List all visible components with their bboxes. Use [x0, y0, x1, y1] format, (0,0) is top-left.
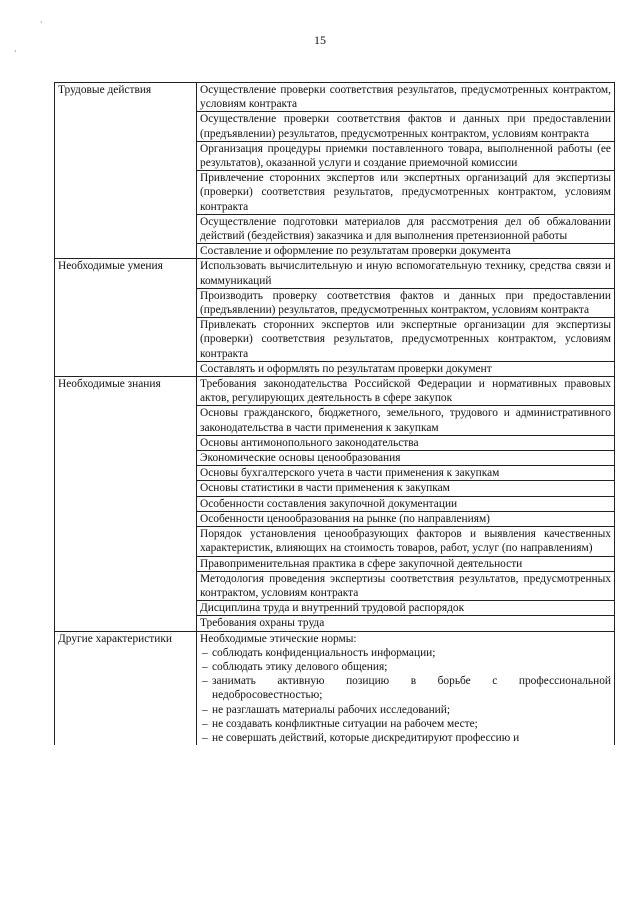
requirement-cell: Дисциплина труда и внутренний трудовой распорядок	[197, 601, 615, 616]
requirement-cell: Особенности ценообразования на рынке (по направлениям)	[197, 511, 615, 526]
requirement-cell: Методология проведения экспертизы соответствия результатов, предусмотренных контрактом, условиям контракта	[197, 571, 615, 600]
scan-speck: ·	[40, 18, 43, 27]
ethics-intro: Необходимые этические нормы:	[200, 632, 357, 645]
ethics-list-item: – не разглашать материалы рабочих исследований;	[200, 703, 611, 717]
qualification-table	[54, 82, 615, 745]
table-row	[55, 259, 615, 288]
ethics-list-item: – соблюдать конфиденциальность информации;	[200, 646, 611, 660]
table-row	[55, 377, 615, 406]
requirement-cell: Производить проверку соответствия фактов и данных при предоставлении (предъявлении) результатов, предусмотренных контрактом, условиям контракта	[197, 288, 615, 317]
requirement-cell: Осуществление проверки соответствия результатов, предусмотренных контрактом, условиям контракта	[197, 83, 615, 112]
qualification-table-body	[55, 83, 615, 746]
table-row	[55, 83, 615, 112]
requirement-cell: Привлекать сторонних экспертов или экспертные организации для экспертизы (проверки) соответствия результатов, предусмотренных контрактом, условиям контракта	[197, 318, 615, 362]
scan-speck: ·	[14, 47, 17, 56]
requirement-cell: Требования охраны труда	[197, 616, 615, 631]
section-heading: Необходимые умения	[55, 259, 197, 377]
section-heading: Другие характеристики	[55, 631, 197, 745]
ethics-list-item: – не создавать конфликтные ситуации на рабочем месте;	[200, 717, 611, 731]
section-heading: Необходимые знания	[55, 377, 197, 631]
requirement-cell: Основы статистики в части применения к закупкам	[197, 481, 615, 496]
ethics-list-item: – не совершать действий, которые дискредитируют профессию и	[200, 731, 611, 745]
ethics-cell	[197, 631, 615, 745]
ethics-list	[200, 646, 611, 745]
requirement-cell: Основы антимонопольного законодательства	[197, 435, 615, 450]
requirement-cell: Составление и оформление по результатам проверки документа	[197, 244, 615, 259]
requirement-cell: Основы бухгалтерского учета в части применения к закупкам	[197, 466, 615, 481]
section-heading: Трудовые действия	[55, 83, 197, 259]
requirement-cell: Основы гражданского, бюджетного, земельного, трудового и административного законодательства в части применения к закупкам	[197, 406, 615, 435]
requirement-cell: Требования законодательства Российской Федерации и нормативных правовых актов, регулирующих деятельность в сфере закупок	[197, 377, 615, 406]
requirement-cell: Привлечение сторонних экспертов или экспертных организаций для экспертизы (проверки) соответствия результатов, предусмотренных контрактом, условиям контракта	[197, 171, 615, 215]
requirement-cell: Порядок установления ценообразующих факторов и выявления качественных характеристик, влияющих на стоимость товаров, работ, услуг (по направлениям)	[197, 527, 615, 556]
requirement-cell: Составлять и оформлять по результатам проверки документ	[197, 361, 615, 376]
requirement-cell: Организация процедуры приемки поставленного товара, выполненной работы (ее результатов), оказанной услуги и создание приемочной комиссии	[197, 141, 615, 170]
requirement-cell: Особенности составления закупочной документации	[197, 496, 615, 511]
table-row	[55, 631, 615, 745]
page-number: 15	[314, 33, 326, 47]
requirement-cell: Правоприменительная практика в сфере закупочной деятельности	[197, 556, 615, 571]
ethics-list-item: – соблюдать этику делового общения;	[200, 660, 611, 674]
ethics-list-item: – занимать активную позицию в борьбе с профессиональной недобросовестностью;	[200, 674, 611, 702]
requirement-cell: Использовать вычислительную и иную вспомогательную технику, средства связи и коммуникаций	[197, 259, 615, 288]
requirement-cell: Осуществление проверки соответствия фактов и данных при предоставлении (предъявлении) результатов, предусмотренных контрактом, условиям контракта	[197, 112, 615, 141]
requirement-cell: Экономические основы ценообразования	[197, 451, 615, 466]
requirement-cell: Осуществление подготовки материалов для рассмотрения дел об обжаловании действий (бездействия) заказчика и для выполнения претензионной работы	[197, 214, 615, 243]
